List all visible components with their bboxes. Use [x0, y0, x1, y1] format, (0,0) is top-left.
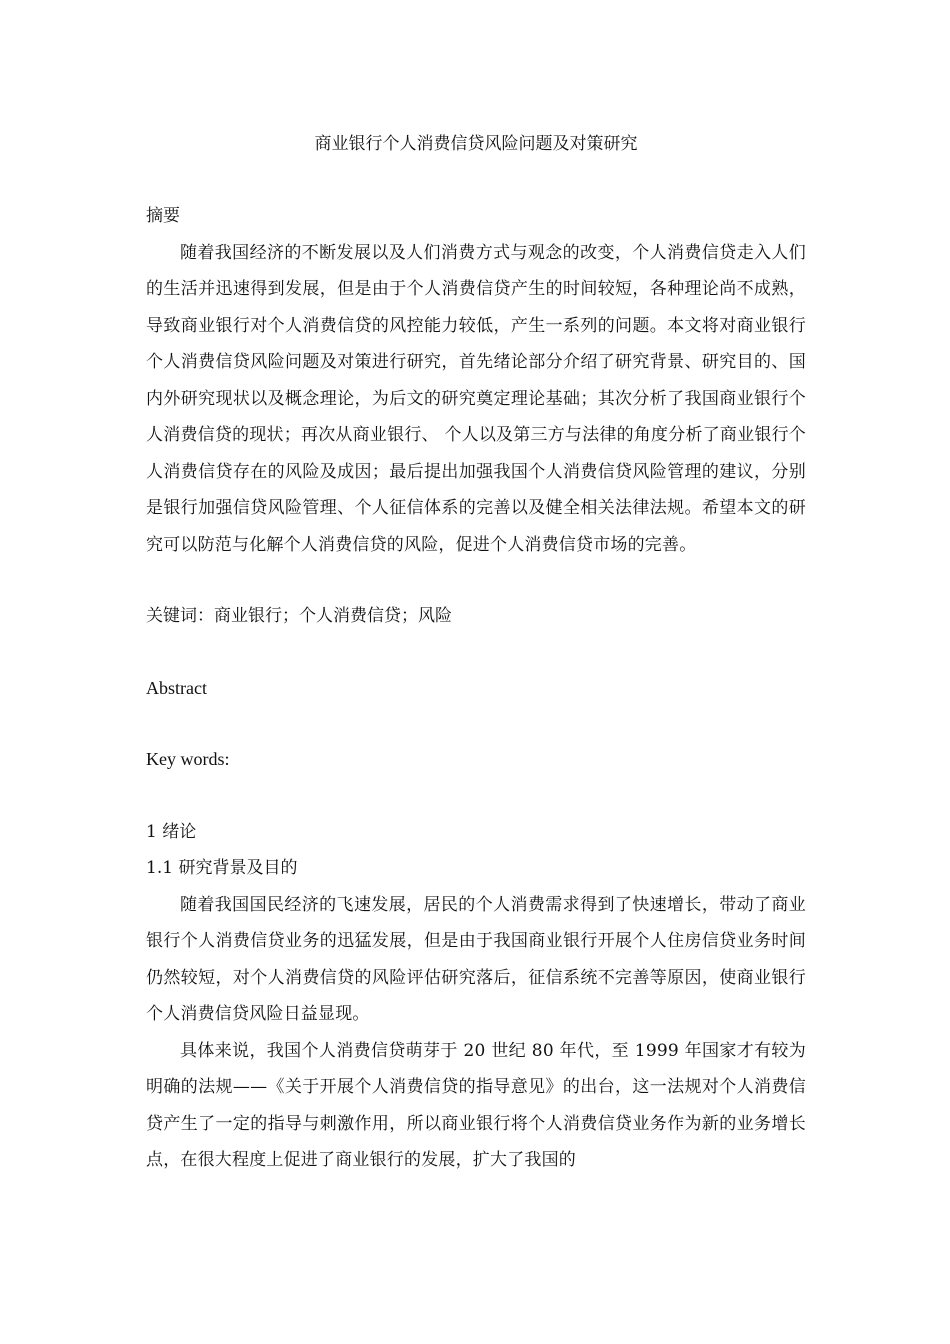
spacer [146, 706, 806, 741]
keywords-cn: 关键词：商业银行；个人消费信贷；风险 [146, 606, 452, 626]
keywords-en: Key words: [146, 749, 230, 769]
spacer [146, 563, 806, 598]
abstract-body: 随着我国经济的不断发展以及人们消费方式与观念的改变，个人消费信贷走入人们的生活并迅速得到发展，但是由于个人消费信贷产生的时间较短，各种理论尚不成熟，导致商业银行对个人消费信贷的风控能力较低，产生一系列的问题。本文将对商业银行个人消费信贷风险问题及对策进行研究，首先绪论部分介绍了研究背景、研究目的、国内外研究现状以及概念理论，为后文的研究奠定理论基础；其次分析了我国商业银行个人消费信贷的现状；再次从商业银行、 个人以及第三方与法律的角度分析了商业银行个人消费信贷存在的风险及成因；最后提出加强我国个人消费信贷风险管理的建议，分别是银行加强信贷风险管理、个人征信体系的完善以及健全相关法律法规。希望本文的研究可以防范与化解个人消费信贷的风险，促进个人消费信贷市场的完善。 [146, 242, 806, 555]
abstract-en-heading: Abstract [146, 677, 207, 698]
spacer [146, 162, 806, 198]
document-body [146, 126, 806, 1179]
abstract-heading: 摘要 [146, 206, 180, 226]
section-heading: 1 绪论 [146, 821, 197, 842]
body-paragraph: 随着我国国民经济的飞速发展，居民的个人消费需求得到了快速增长，带动了商业银行个人消费信贷业务的迅猛发展，但是由于我国商业银行开展个人住房信贷业务时间仍然较短，对个人消费信贷的风险评估研究落后，征信系统不完善等原因，使商业银行个人消费信贷风险日益显现。 [146, 894, 806, 1024]
spacer [146, 778, 806, 814]
body-paragraph: 具体来说，我国个人消费信贷萌芽于 20 世纪 80 年代，至 1999 年国家才有较为明确的法规——《关于开展个人消费信贷的指导意见》的出台，这一法规对个人消费信贷产生了一定的指导与刺激作用，所以商业银行将个人消费信贷业务作为新的业务增长点，在很大程度上促进了商业银行的发展，扩大了我国的 [146, 1040, 806, 1170]
document-title: 商业银行个人消费信贷风险问题及对策研究 [314, 134, 638, 154]
subsection-heading: 1.1 研究背景及目的 [146, 858, 298, 878]
spacer [146, 635, 806, 670]
